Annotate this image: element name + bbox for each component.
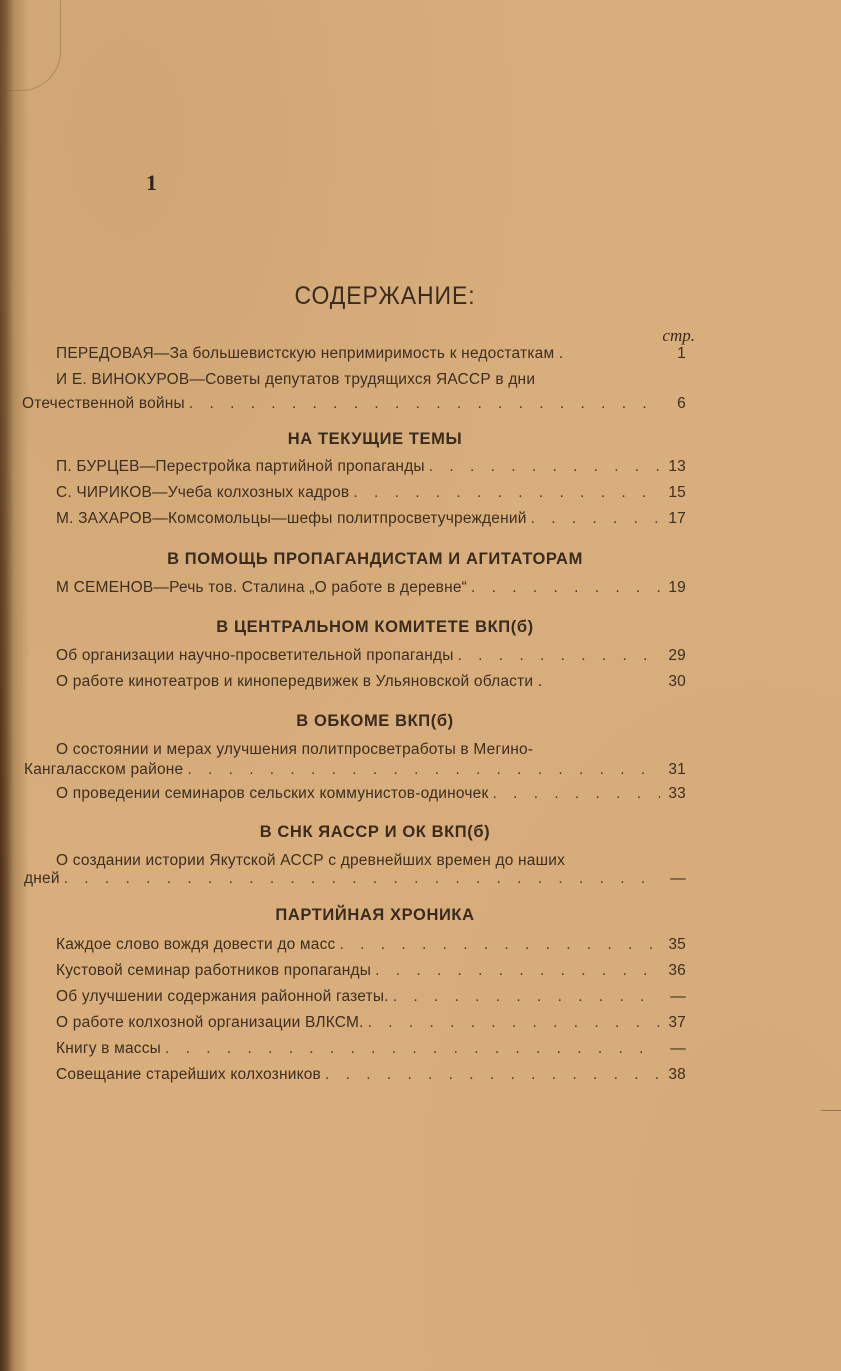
leader-dots [389, 988, 660, 1006]
entry-title: О работе колхозной организации ВЛКСМ. [56, 1014, 364, 1031]
toc-entry [56, 345, 686, 369]
toc-entry [56, 1014, 686, 1038]
toc-entry [56, 785, 686, 809]
leader-dots [467, 579, 660, 597]
section-heading: В ОБКОМЕ ВКП(б) [296, 712, 454, 730]
entry-page: — [670, 870, 686, 887]
entry-page: 1 [677, 345, 686, 362]
entry-page: 30 [668, 673, 686, 690]
toc-entry [56, 988, 686, 1012]
toc-entry [24, 741, 686, 785]
toc-entry [56, 962, 686, 986]
leader-dots [185, 395, 660, 413]
entry-title: Книгу в массы [56, 1040, 162, 1057]
leader-dots [183, 761, 660, 779]
entry-title: Об организации научно-просветительной пропаганды [56, 647, 454, 664]
toc-entry [22, 371, 686, 419]
entry-title: Каждое слово вождя довести до масс [56, 936, 336, 953]
toc-entry [56, 484, 686, 508]
section-heading: ПАРТИЙНАЯ ХРОНИКА [275, 906, 475, 924]
entry-title-cont: дней [24, 870, 60, 887]
page-column-label: стр. [662, 326, 695, 345]
entry-page: 13 [668, 458, 686, 475]
section-heading: В СНК ЯАССР И ОК ВКП(б) [259, 823, 491, 841]
entry-page: 17 [668, 510, 686, 527]
leader-dots [364, 1014, 660, 1032]
toc-entry [56, 673, 686, 697]
page-number: 1 [146, 170, 157, 195]
leader-dots [321, 1066, 660, 1084]
entry-page: — [670, 988, 686, 1005]
entry-title: Совещание старейших колхозников [56, 1066, 321, 1083]
toc-entry [24, 852, 686, 894]
section-heading: НА ТЕКУЩИЕ ТЕМЫ [287, 430, 463, 448]
entry-title: С. ЧИРИКОВ—Учеба колхозных кадров [56, 484, 350, 501]
leader-dots [425, 458, 660, 476]
toc-entry [56, 647, 686, 671]
entry-title: Об улучшении содержания районной газеты. [56, 988, 389, 1005]
entry-title: И Е. ВИНОКУРОВ—Советы депутатов трудящихся ЯАССР в дни [56, 371, 536, 388]
entry-title: ПЕРЕДОВАЯ—За большевистскую непримиримость к недостаткам . [56, 345, 564, 362]
entry-page: 31 [668, 761, 686, 778]
entry-page: 35 [668, 936, 686, 953]
entry-title-cont: Кангаласском районе [24, 761, 184, 778]
leader-dots [336, 936, 660, 954]
leader-dots [349, 484, 660, 502]
entry-title: О работе кинотеатров и кинопередвижек в Ульяновской области . [56, 673, 543, 690]
entry-page: 33 [668, 785, 686, 802]
toc-entry [56, 458, 686, 482]
entry-title: М СЕМЕНОВ—Речь тов. Сталина „О работе в деревне“ [56, 579, 468, 596]
leader-dots [60, 870, 660, 888]
section-heading: В ПОМОЩЬ ПРОПАГАНДИСТАМ И АГИТАТОРАМ [167, 550, 583, 568]
entry-page: 38 [668, 1066, 686, 1083]
entry-title: О проведении семинаров сельских коммунистов-одиночек [56, 785, 489, 802]
entry-page: 37 [668, 1014, 686, 1031]
entry-page: 6 [677, 395, 686, 412]
toc-entry [56, 1066, 686, 1090]
toc-entry [56, 579, 686, 603]
entry-page: — [670, 1040, 686, 1057]
entry-title: М. ЗАХАРОВ—Комсомольцы—шефы политпросветучреждений [56, 510, 527, 527]
leader-dots [371, 962, 660, 980]
section-heading: В ЦЕНТРАЛЬНОМ КОМИТЕТЕ ВКП(б) [216, 618, 534, 636]
entry-title: Кустовой семинар работников пропаганды [56, 962, 372, 979]
entry-page: 19 [668, 579, 686, 596]
toc-entry [56, 936, 686, 960]
leader-dots [527, 510, 660, 528]
page-title: СОДЕРЖАНИЕ: [294, 282, 476, 310]
entry-title: П. БУРЦЕВ—Перестройка партийной пропаганды [56, 458, 425, 475]
leader-dots [488, 785, 660, 803]
entry-page: 36 [668, 962, 686, 979]
toc-entry [56, 510, 686, 534]
entry-title-cont: Отечественной войны [22, 395, 185, 412]
toc-entry [56, 1040, 686, 1064]
entry-title: О создании истории Якутской АССР с древнейших времен до наших [56, 852, 566, 869]
leader-dots [454, 647, 660, 665]
entry-page: 29 [668, 647, 686, 664]
entry-page: 15 [668, 484, 686, 501]
leader-dots [161, 1040, 660, 1058]
entry-title: О состоянии и мерах улучшения политпросветработы в Мегино- [56, 741, 534, 758]
